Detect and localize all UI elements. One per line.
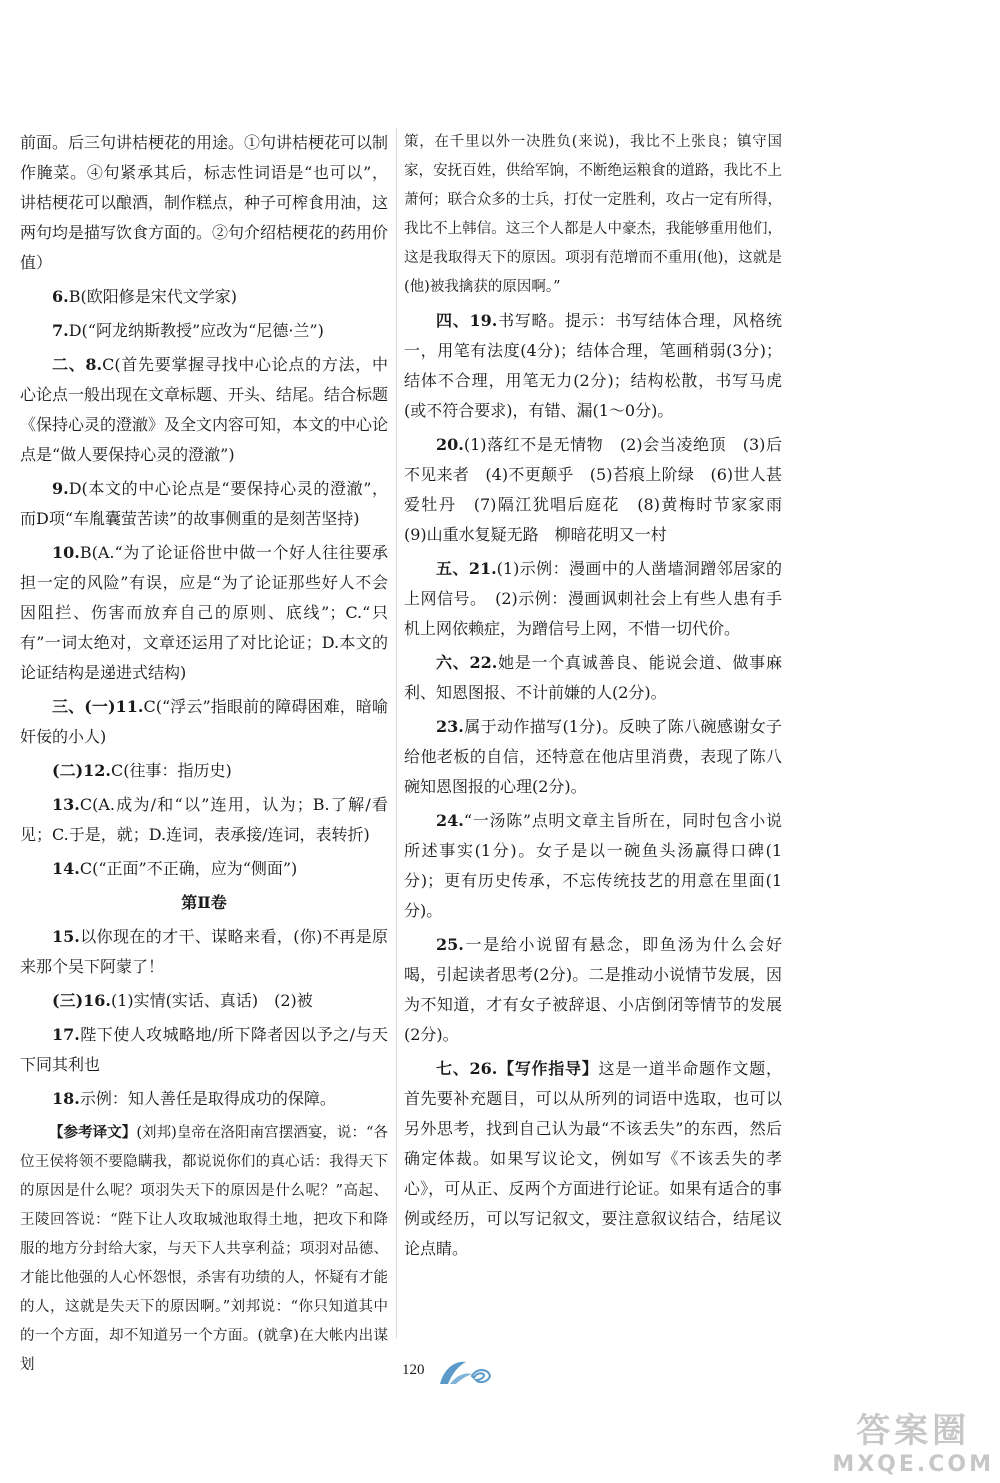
answer-25: 25.一是给小说留有悬念，即鱼汤为什么会好喝，引起读者思考(2分)。二是推动小说情节发展，因为不知道，才有女子被辞退、小店倒闭等情节的发展(2分)。	[404, 935, 782, 1044]
answer-12: (二)12.C(往事：指历史)	[52, 761, 232, 780]
answer-7: 7.D(“阿龙纳斯教授”应改为“尼德·兰”)	[52, 321, 324, 340]
section-heading: 第Ⅱ卷	[181, 893, 227, 912]
left-column	[20, 128, 388, 1384]
answer-23: 23.属于动作描写(1分)。反映了陈八碗感谢女子给他老板的自信，还特意在他店里消费，表现了陈八碗知恩图报的心理(2分)。	[404, 717, 782, 796]
answer-13: 13.C(A.成为/和“以”连用，认为；B.了解/看见；C.于是，就；D.连词，表承接/连词，表转折)	[20, 795, 388, 844]
page-number: 120	[402, 1362, 425, 1378]
answer-17: 17.陛下使人攻城略地/所下降者因以予之/与天下同其利也	[20, 1025, 388, 1074]
answer-15: 15.以你现在的才干、谋略来看，(你)不再是原来那个吴下阿蒙了！	[20, 927, 388, 976]
answer-16: (三)16.(1)实情(实话、真话) (2)被	[52, 991, 313, 1010]
answer-22: 六、22.她是一个真诚善良、能说会道、做事麻利、知恩图报、不计前嫌的人(2分)。	[404, 653, 782, 702]
leaf-ornament-icon	[436, 1354, 496, 1388]
answer-11: 三、(一)11.C(“浮云”指眼前的障碍困难，暗喻奸佞的小人)	[20, 697, 388, 746]
translation-continued: 策，在千里以外一决胜负(来说)，我比不上张良；镇守国家，安抚百姓，供给军饷，不断绝运粮食的道路，我比不上萧何；联合众多的士兵，打仗一定胜利，攻占一定有所得，我比不上韩信。这三个人都是人中豪杰，我能够重用他们，这是我取得天下的原因。项羽有范增而不重用(他)，这就是(他)被我擒获的原因啊。”	[404, 134, 782, 295]
answer-10: 10.B(A.“为了论证俗世中做一个好人往往要承担一定的风险”有误，应是“为了论证那些好人不会因阻拦、伤害而放弃自己的原则、底线”；C.“只有”一词太绝对，文章还运用了对比论证；D.本文的论证结构是递进式结构)	[20, 543, 388, 682]
answer-8: 二、8.C(首先要掌握寻找中心论点的方法，中心论点一般出现在文章标题、开头、结尾。结合标题《保持心灵的澄澈》及全文内容可知，本文的中心论点是“做人要保持心灵的澄澈”)	[20, 355, 389, 464]
answer-14: 14.C(“正面”不正确，应为“侧面”)	[52, 859, 298, 878]
paragraph-continued: 前面。后三句讲桔梗花的用途。①句讲桔梗花可以制作腌菜。④句紧承其后，标志性词语是“也可以”，讲桔梗花可以酿酒，制作糕点，种子可榨食用油，这两句均是描写饮食方面的。②句介绍桔梗花的药用价值）	[20, 133, 389, 272]
answer-20: 20.(1)落红不是无情物 (2)会当凌绝顶 (3)后不见来者 (4)不更颠乎 (5)苔痕上阶绿 (6)世人甚爱牡丹 (7)隔江犹唱后庭花 (8)黄梅时节家家雨 (9)山重水复疑无路 柳暗花明又一村	[404, 435, 799, 544]
reference-translation: 【参考译文】(刘邦)皇帝在洛阳南宫摆酒宴，说：“各位王侯将领不要隐瞒我，都说说你们的真心话：我得天下的原因是什么呢？项羽失天下的原因是什么呢？”高起、王陵回答说：“陛下让人攻取城池取得土地，把攻下和降服的地方分封给大家，与天下人共享利益；项羽对品德、才能比他强的人心怀怨恨，杀害有功绩的人，怀疑有才能的人，这就是失天下的原因啊。”刘邦说：“你只知道其中的一个方面，却不知道另一个方面。(就拿)在大帐内出谋划	[20, 1124, 389, 1373]
answer-21: 五、21.(1)示例：漫画中的人凿墙洞蹭邻居家的上网信号。 (2)示例：漫画讽刺社会上有些人患有手机上网依赖症，为蹭信号上网，不惜一切代价。	[404, 559, 782, 638]
right-column	[404, 128, 799, 1268]
answer-26: 七、26.【写作指导】这是一道半命题作文题，首先要补充题目，可以从所列的词语中选取，也可以另外思考，找到自己认为最“不该丢失”的东西，然后确定体裁。如果写议论文，例如写《不该丢失的孝心》，可从正、反两个方面进行论证。如果有适合的事例或经历，可以写记叙文，要注意叙议结合，结尾议论点睛。	[404, 1059, 782, 1258]
watermark-logo: 答案圈 MXQE.COM	[832, 1411, 994, 1477]
answer-9: 9.D(本文的中心论点是“要保持心灵的澄澈”，而D项“车胤囊萤苦读”的故事侧重的是刻苦坚持)	[20, 479, 388, 528]
page-footer	[0, 1352, 1000, 1392]
column-divider	[396, 128, 397, 1338]
answer-24: 24.“一汤陈”点明文章主旨所在，同时包含小说所述事实(1分)。女子是以一碗鱼头汤赢得口碑(1分)；更有历史传承，不忘传统技艺的用意在里面(1分)。	[404, 811, 782, 920]
answer-19: 四、19.书写略。提示：书写结体合理，风格统一，用笔有法度(4分)；结体合理，笔画稍弱(3分)；结体不合理，用笔无力(2分)；结构松散，书写马虎(或不符合要求)，有错、漏(1～0分)。	[404, 311, 782, 420]
answer-6: 6.B(欧阳修是宋代文学家)	[52, 287, 237, 306]
answer-18: 18.示例：知人善任是取得成功的保障。	[52, 1089, 336, 1108]
